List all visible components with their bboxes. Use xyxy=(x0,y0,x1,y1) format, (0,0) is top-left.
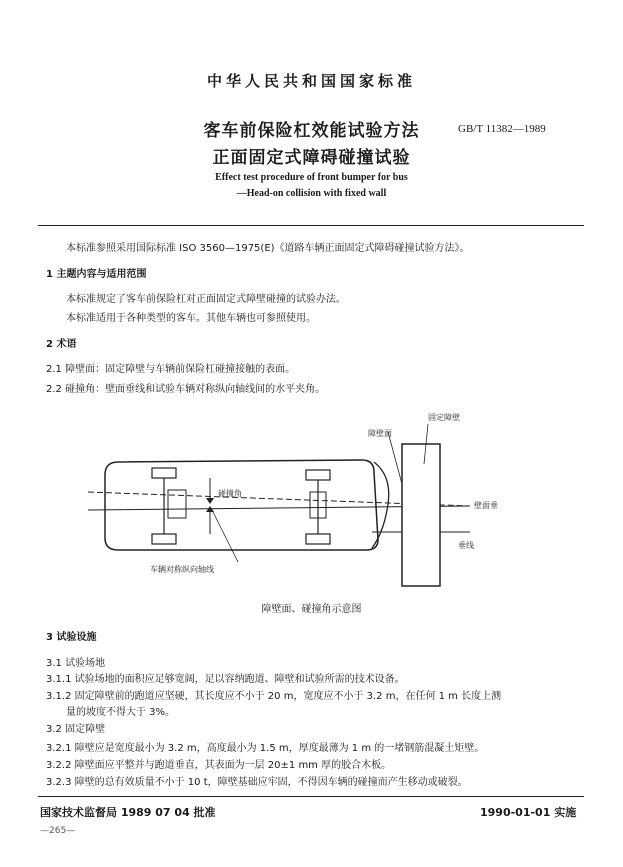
section-3-2: 3.2 固定障壁 xyxy=(46,724,106,735)
wall-face-leader xyxy=(388,432,402,484)
label-collision-angle: 碰撞角 xyxy=(218,489,242,498)
section-1-para-1: 本标准规定了客车前保险杠对正面固定式障壁碰撞的试验办法。 xyxy=(66,294,346,305)
approval-date: 国家技术监督局 1989 07 04 批准 xyxy=(40,806,216,819)
english-title-line-2: —Head-on collision with fixed wall xyxy=(236,188,387,199)
label-fixed-wall: 固定障壁 xyxy=(428,413,460,422)
intro-paragraph: 本标准参照采用国际标准 ISO 3560—1975(E)《道路车辆正面固定式障碍碰撞试验方法》。 xyxy=(66,243,470,254)
section-3-1-1: 3.1.1 试验场地的面积应足够宽阔，足以容纳跑道、障壁和试验所需的技术设备。 xyxy=(46,674,405,685)
fixed-wall xyxy=(402,444,440,586)
label-perpendicular: 垂线 xyxy=(458,541,474,550)
section-3-1-2: 3.1.2 固定障壁前的跑道应坚硬，其长度应不小于 20 m，宽度应不小于 3.2 m，在任何 1 m 长度上测 xyxy=(46,691,502,702)
diagram-caption: 障壁面、碰撞角示意图 xyxy=(261,604,362,615)
header-divider xyxy=(38,225,584,226)
rear-wheel-bottom xyxy=(306,534,330,544)
label-wall-face: 障壁面 xyxy=(368,429,392,438)
collision-angle-arrowhead-up xyxy=(206,498,214,504)
section-3-1: 3.1 试验场地 xyxy=(46,658,106,669)
axis-leader xyxy=(212,510,238,562)
section-3-2-1: 3.2.1 障壁应是宽度最小为 3.2 m，高度最小为 1.5 m，厚度最薄为 1 m 的一堵钢筋混凝土矩壁。 xyxy=(46,743,485,754)
front-wheel-left-top xyxy=(152,468,176,478)
label-axis: 车辆对称纵向轴线 xyxy=(150,565,214,574)
vehicle-body xyxy=(105,460,378,550)
collision-diagram xyxy=(0,400,623,612)
section-3-2-2: 3.2.2 障壁面应平整并与跑道垂直，其表面为一层 20±1 mm 厚的胶合木板。 xyxy=(46,760,392,771)
section-2-heading: 2 术语 xyxy=(46,339,77,350)
title-line-1: 客车前保险杠效能试验方法 xyxy=(203,121,420,141)
implementation-date: 1990-01-01 实施 xyxy=(480,806,577,819)
section-3-2-3: 3.2.3 障壁的总有效质量不小于 10 t，障壁基础应牢固，不得因车辆的碰撞而产生移动或破裂。 xyxy=(46,777,468,788)
chassis-block-left xyxy=(168,490,186,518)
label-wall-normal: 壁面垂 xyxy=(474,501,498,510)
section-1-heading: 1 主题内容与适用范围 xyxy=(46,269,147,280)
standard-number: GB/T 11382—1989 xyxy=(458,123,546,135)
section-2-item-1: 2.1 障壁面：固定障壁与车辆前保险杠碰撞接触的表面。 xyxy=(46,364,296,375)
section-3-heading: 3 试验设施 xyxy=(46,632,97,643)
standard-category-header: 中华人民共和国国家标准 xyxy=(206,72,416,90)
front-wheel-left-bottom xyxy=(152,534,176,544)
page-mark: —265— xyxy=(40,826,76,836)
title-line-2: 正面固定式障碍碰撞试验 xyxy=(212,148,411,168)
section-1-para-2: 本标准适用于各种类型的客车。其他车辆也可参照使用。 xyxy=(66,313,316,324)
rear-wheel-top xyxy=(306,470,330,480)
section-3-1-2-continued: 量的坡度不得大于 3%。 xyxy=(66,707,176,718)
section-2-item-2: 2.2 碰撞角：壁面垂线和试验车辆对称纵向轴线间的水平夹角。 xyxy=(46,384,326,395)
english-title-line-1: Effect test procedure of front bumper for bus xyxy=(215,172,408,183)
footer-divider xyxy=(38,796,584,797)
